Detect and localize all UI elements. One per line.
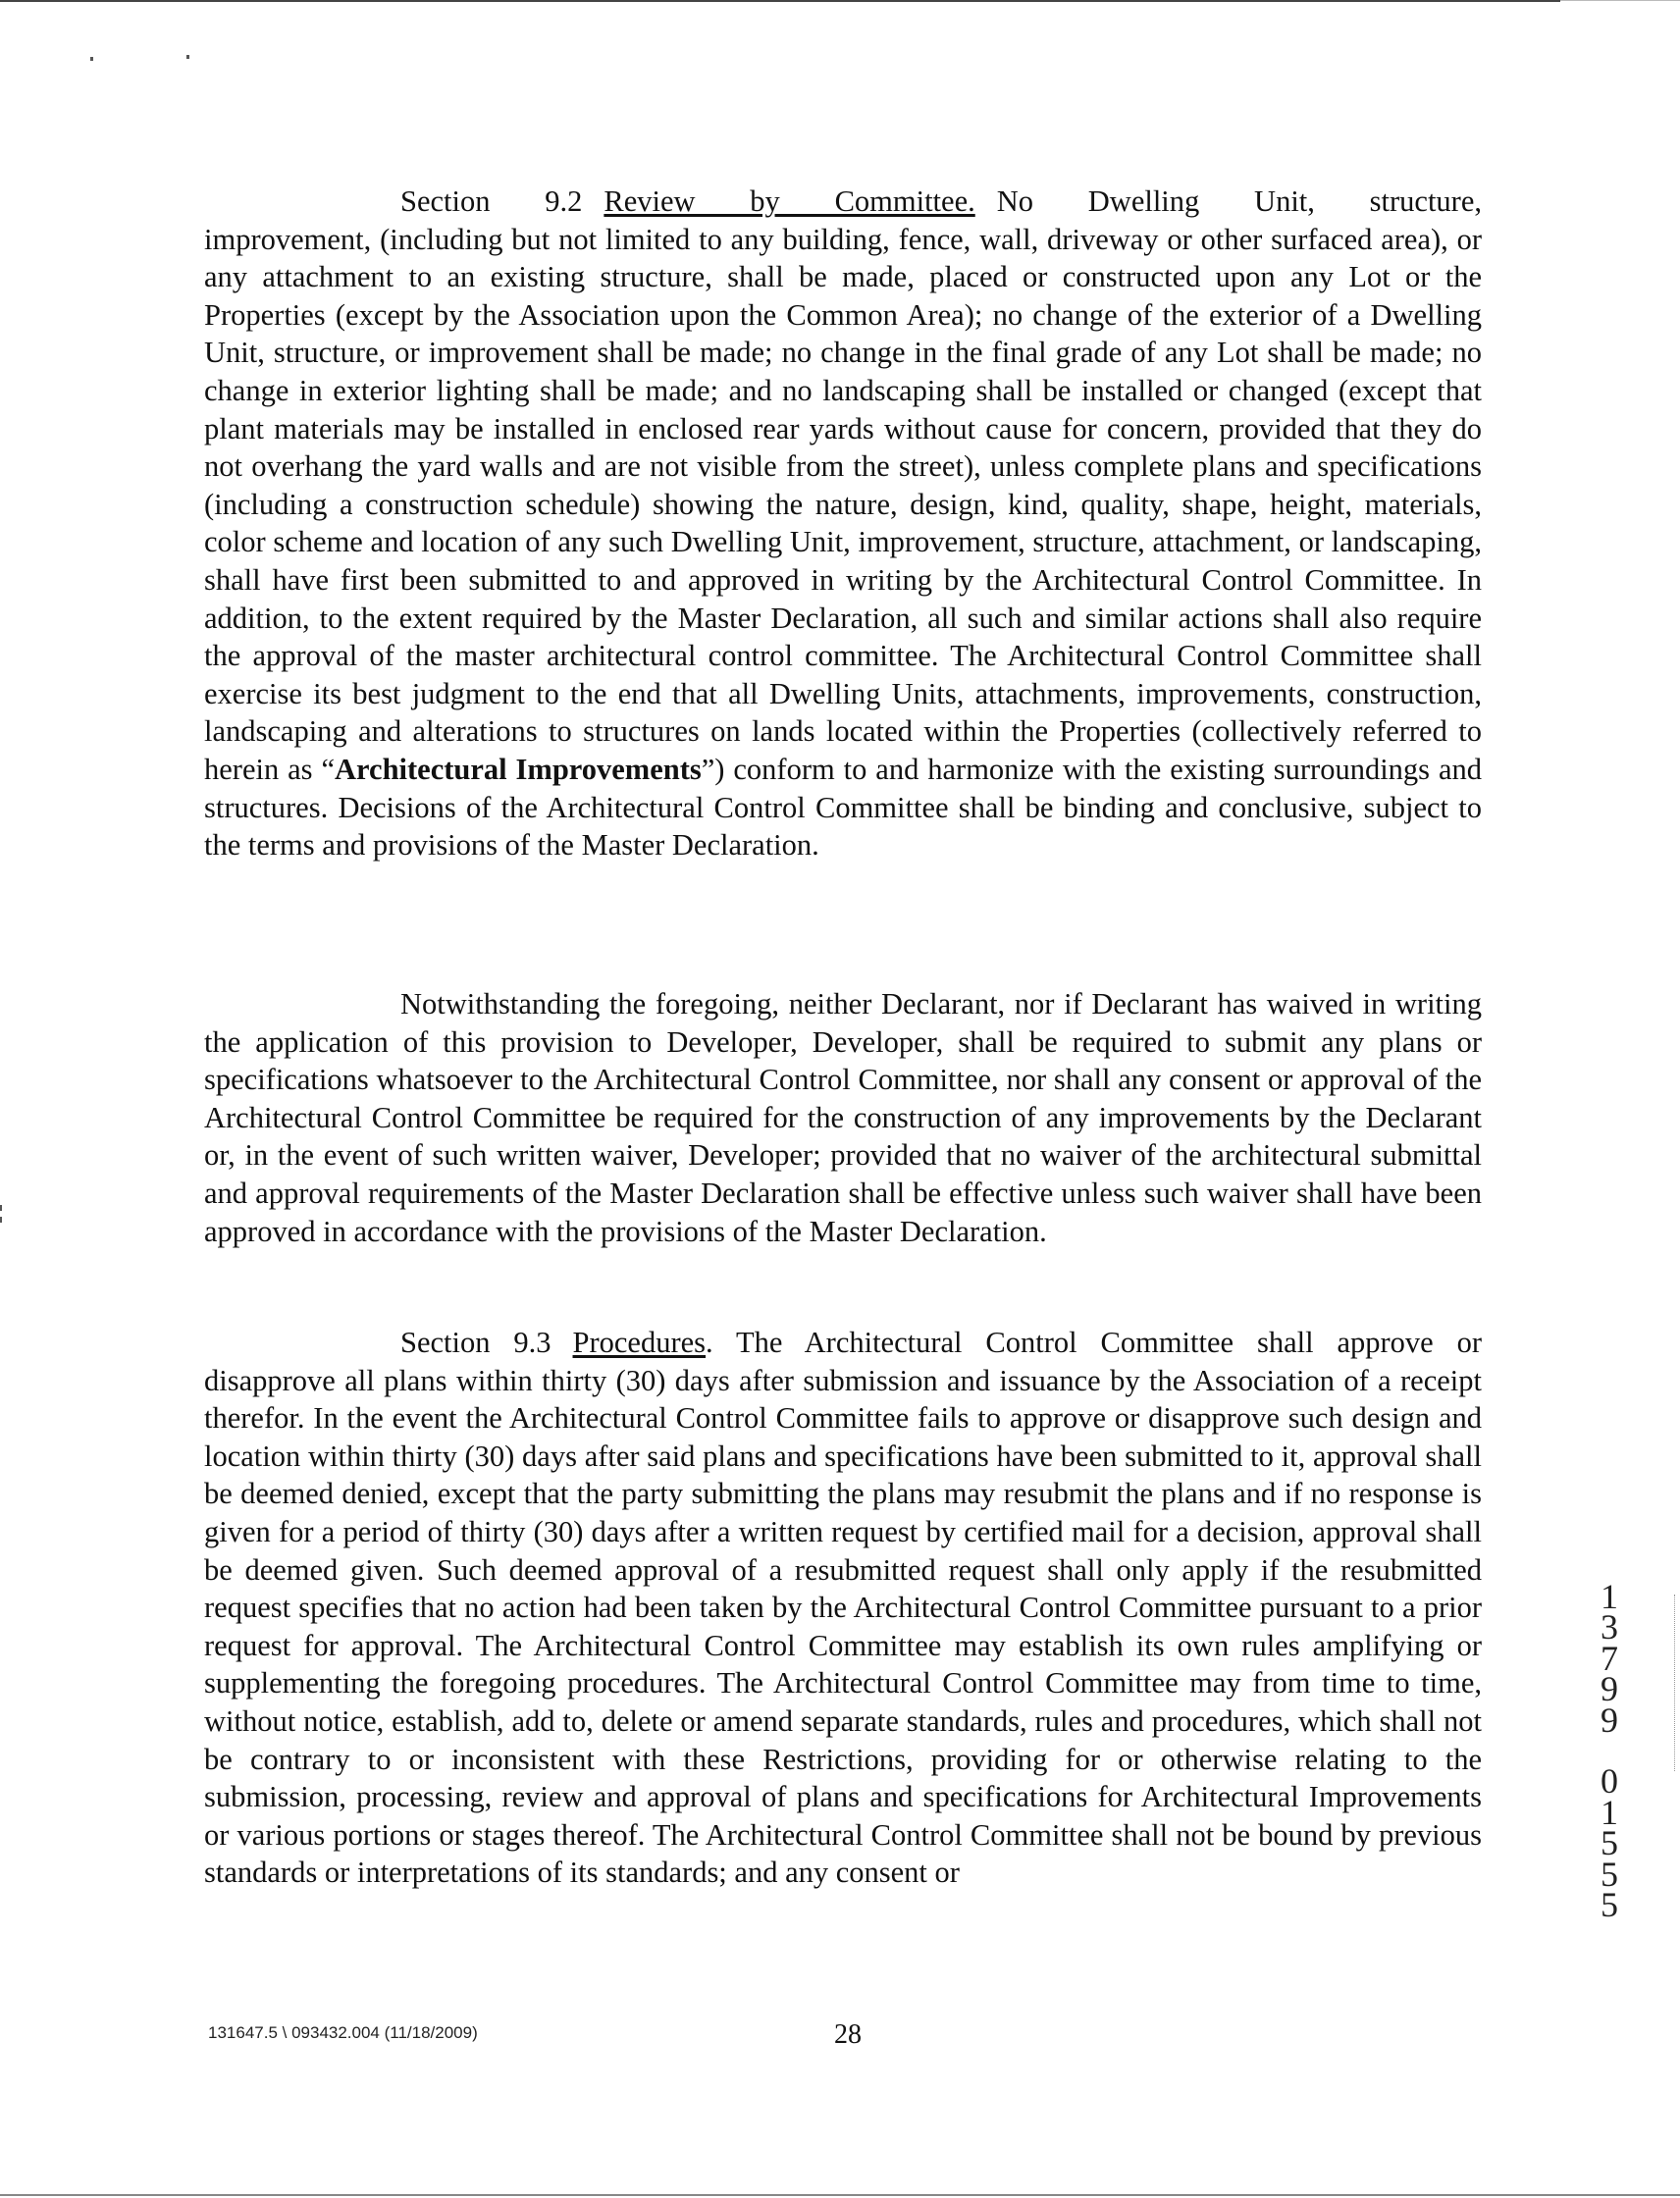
page-number: 28 xyxy=(834,2019,862,2050)
section-9-2-number: Section 9.2 xyxy=(400,184,583,218)
scan-border-bottom xyxy=(0,2194,1680,2196)
defined-term-architectural-improvements: Architectural Improvements xyxy=(335,752,702,786)
scan-edge-mark xyxy=(0,1217,2,1223)
scan-border-top xyxy=(0,0,1560,2)
section-9-2-paragraph xyxy=(204,183,1482,864)
scan-speck xyxy=(186,55,189,59)
margin-digit: 5 xyxy=(1601,1854,1618,1894)
scan-margin-dots xyxy=(1674,1595,1676,1771)
scan-border-top-faint xyxy=(1560,0,1680,1)
section-9-2-body-after-term: ”) conform to and harmonize with the existing surroundings and structures. Decisions of the Architectural Control Committee shall be binding and conclusive, subject to the terms and provisions of the Master Declaration. xyxy=(204,752,1483,863)
section-9-3-paragraph xyxy=(204,1324,1482,1892)
margin-digit: 1 xyxy=(1601,1792,1618,1832)
margin-digit: 1 xyxy=(1601,1577,1618,1616)
margin-digit: 3 xyxy=(1601,1607,1618,1648)
section-9-3-number: Section 9.3 xyxy=(400,1326,551,1359)
margin-recording-number xyxy=(1590,1577,1629,1925)
notwithstanding-paragraph xyxy=(204,985,1482,1250)
footer-document-reference: 131647.5 \ 093432.004 (11/18/2009) xyxy=(208,2023,478,2042)
section-9-3-title: Procedures xyxy=(572,1326,707,1359)
margin-digit: 0 xyxy=(1601,1761,1618,1802)
section-9-2-title: Review by Committee. xyxy=(604,184,975,218)
section-9-2-body-before-term: improvement, (including but not limited to any building, fence, wall, driveway or other surfaced area), or any attachment to an existing structure, shall be made, placed or constructed upon any Lot or the Properties (except by the Association upon the Common Area); no change of the exterior of a Dwelling Unit, structure, or improvement shall be made; no change in the final grade of any Lot shall be made; no change in exterior lighting shall be made; and no landscaping shall be installed or changed (except that plant materials may be installed in enclosed rear yards without cause for concern, provided that they do not overhang the yard walls and are not visible from the street), unless complete plans and specifications (including a construction schedule) showing the nature, design, kind, quality, shape, height, materials, color scheme and location of any such Dwelling Unit, improvement, structure, attachment, or landscaping, shall have first been submitted to and approved in writing by the Architectural Control Committee. In addition, to the extent required by the Master Declaration, all such and similar actions shall also require the approval of the master architectural control committee. The Architectural Control Committee shall exercise its best judgment to the end that all Dwelling Units, attachments, improvements, construction, landscaping and alterations to structures on lands located within the Properties (collectively referred to herein as “ xyxy=(204,222,1482,786)
margin-digit: 5 xyxy=(1601,1885,1618,1925)
scan-speck xyxy=(90,57,93,61)
margin-digit: 9 xyxy=(1601,1669,1618,1709)
notwithstanding-text: Notwithstanding the foregoing, neither Declarant, nor if Declarant has waived in writing the application of this provision to Developer, Developer, shall be required to submit any plans or specifications whatsoever to the Architectural Control Committee, nor shall any consent or approval of the Architectural Control Committee be required for the construction of any improvements by the Declarant or, in the event of such written waiver, Developer; provided that no waiver of the architectural submittal and approval requirements of the Master Declaration shall be effective unless such waiver shall have been approved in accordance with the provisions of the Master Declaration. xyxy=(204,987,1482,1248)
section-9-3-text: . The Architectural Control Committee shall approve or disapprove all plans within thirty (30) days after submission and issuance by the Association of a receipt therefor. In the event the Architectural Control Committee fails to approve or disapprove such design and location within thirty (30) days after said plans and specifications have been submitted to it, approval shall be deemed denied, except that the party submitting the plans may resubmit the plans and if no response is given for a period of thirty (30) days after a written request by certified mail for a decision, approval shall be deemed given. Such deemed approval of a resubmitted request shall only apply if the resubmitted request specifies that no action had been taken by the Architectural Control Committee pursuant to a prior request for approval. The Architectural Control Committee may establish its own rules amplifying or supplementing the foregoing procedures. The Architectural Control Committee may from time to time, without notice, establish, add to, delete or amend separate standards, rules and procedures, which shall not be contrary to or inconsistent with these Restrictions, providing for or otherwise relating to the submission, processing, review and approval of plans and specifications for Architectural Improvements or various portions or stages thereof. The Architectural Control Committee shall not be bound by previous standards or interpretations of its standards; and any consent or xyxy=(204,1326,1482,1890)
section-9-2-first-line xyxy=(400,184,1482,218)
margin-digit: 9 xyxy=(1601,1700,1618,1740)
margin-digit: 5 xyxy=(1601,1823,1618,1863)
section-9-2-first-line-text: No Dwelling Unit, structure, xyxy=(996,184,1482,218)
scan-edge-mark xyxy=(0,1205,2,1211)
margin-digit: 7 xyxy=(1601,1638,1618,1678)
